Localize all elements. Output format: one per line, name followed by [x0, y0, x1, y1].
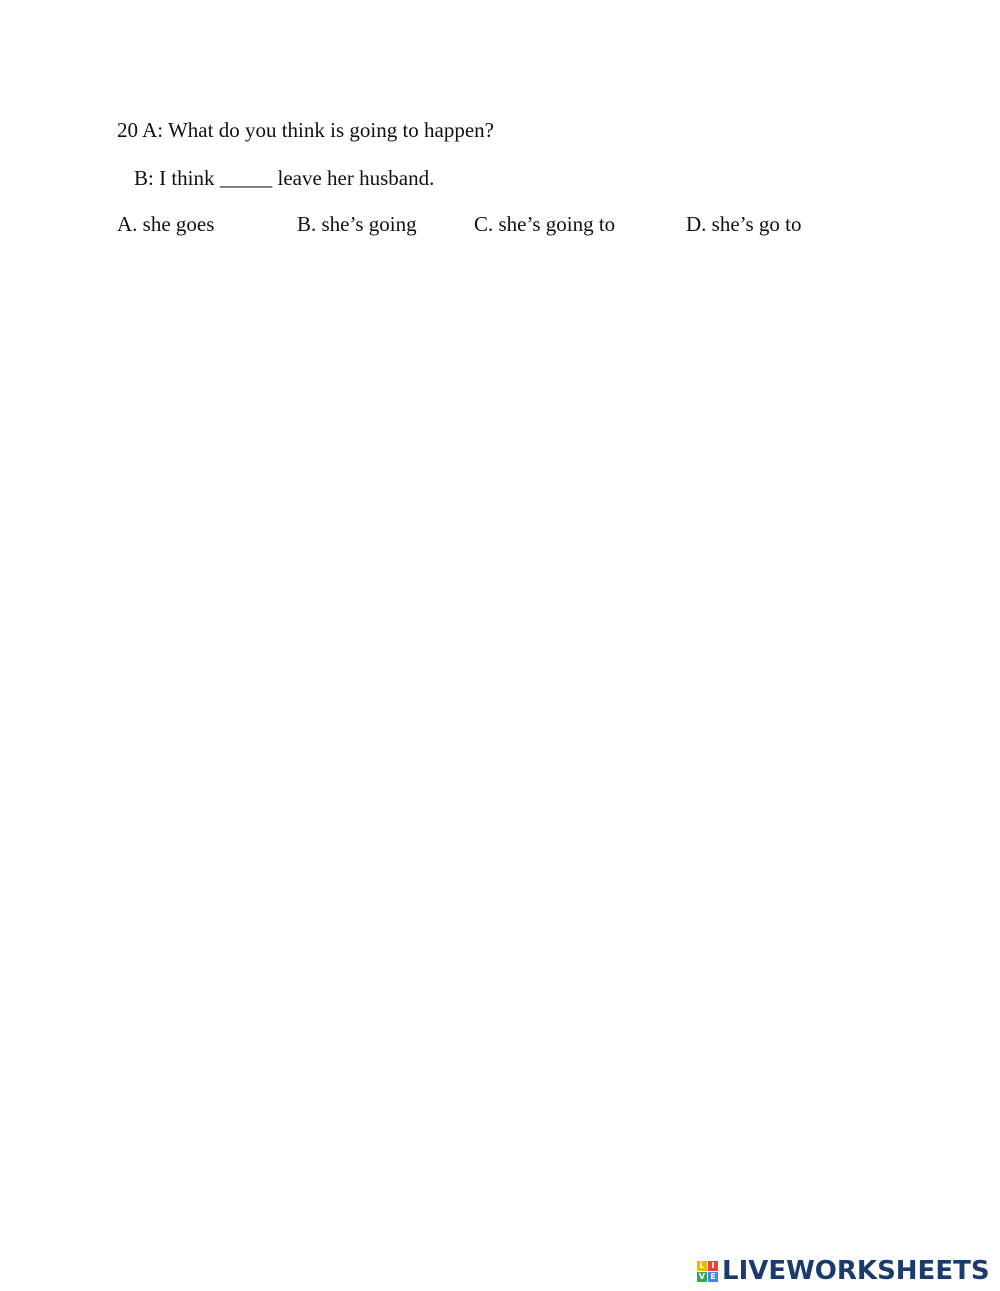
option-a[interactable]: A. she goes — [117, 212, 215, 236]
logo-block-l: L — [697, 1261, 707, 1271]
logo-block-i: I — [708, 1261, 718, 1271]
question-line-a: 20 A: What do you think is going to happen? — [117, 118, 494, 142]
logo-block-v: V — [698, 1271, 706, 1281]
question-line-b: B: I think _____ leave her husband. — [134, 166, 435, 190]
live-blocks-icon — [697, 1261, 718, 1282]
option-c[interactable]: C. she’s going to — [474, 212, 616, 236]
option-d[interactable]: D. she’s go to — [686, 212, 802, 236]
liveworksheets-logo — [697, 1256, 990, 1286]
option-b[interactable]: B. she’s going — [297, 212, 417, 236]
brand-name: LIVEWORKSHEETS — [722, 1256, 990, 1286]
logo-block-e: E — [708, 1272, 718, 1282]
